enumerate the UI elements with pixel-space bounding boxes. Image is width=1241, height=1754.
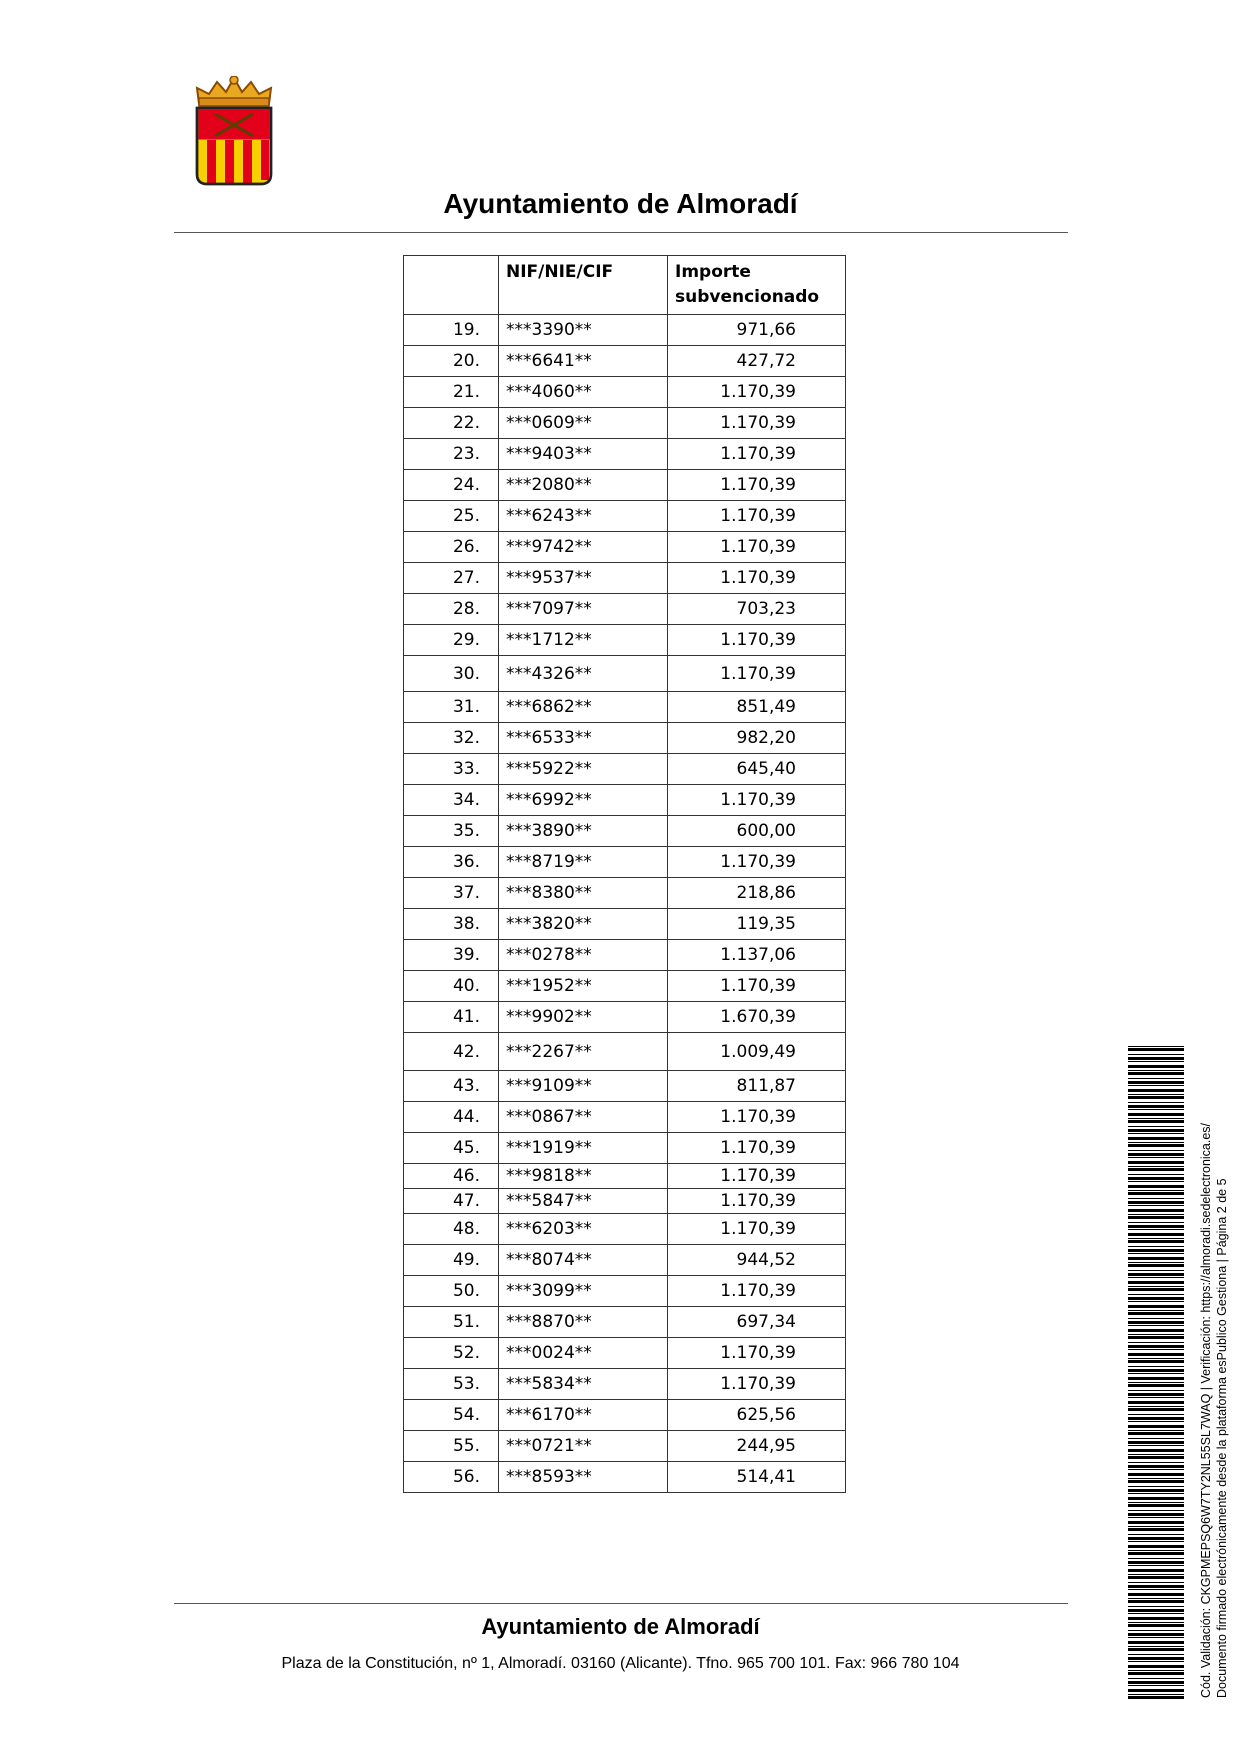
table-row	[404, 878, 846, 909]
table-row	[404, 1307, 846, 1338]
column-header-nif: NIF/NIE/CIF	[499, 256, 668, 315]
table-row	[404, 1133, 846, 1164]
table-row	[404, 470, 846, 501]
row-amount: 1.137,06	[668, 940, 846, 971]
row-nif: ***0721**	[499, 1431, 668, 1462]
row-number: 30.	[404, 656, 499, 692]
row-nif: ***6862**	[499, 692, 668, 723]
table-row	[404, 785, 846, 816]
row-nif: ***5834**	[499, 1369, 668, 1400]
row-amount: 1.170,39	[668, 1189, 846, 1214]
row-number: 55.	[404, 1431, 499, 1462]
row-number: 34.	[404, 785, 499, 816]
table-row	[404, 1245, 846, 1276]
row-number: 53.	[404, 1369, 499, 1400]
row-amount: 1.170,39	[668, 408, 846, 439]
row-amount: 244,95	[668, 1431, 846, 1462]
table-row	[404, 1214, 846, 1245]
row-amount: 1.170,39	[668, 1133, 846, 1164]
table-row	[404, 1189, 846, 1214]
row-nif: ***8870**	[499, 1307, 668, 1338]
row-nif: ***8719**	[499, 847, 668, 878]
row-nif: ***2080**	[499, 470, 668, 501]
row-number: 49.	[404, 1245, 499, 1276]
row-number: 33.	[404, 754, 499, 785]
table-body	[404, 315, 846, 1493]
table-row	[404, 940, 846, 971]
table-row	[404, 723, 846, 754]
footer-title: Ayuntamiento de Almoradí	[481, 1614, 760, 1639]
row-amount: 600,00	[668, 816, 846, 847]
row-nif: ***0867**	[499, 1102, 668, 1133]
row-amount: 1.170,39	[668, 847, 846, 878]
row-amount: 851,49	[668, 692, 846, 723]
table-row	[404, 1164, 846, 1189]
row-amount: 218,86	[668, 878, 846, 909]
row-amount: 1.170,39	[668, 971, 846, 1002]
row-nif: ***9902**	[499, 1002, 668, 1033]
table-row	[404, 625, 846, 656]
table-row	[404, 1276, 846, 1307]
row-amount: 119,35	[668, 909, 846, 940]
table-row	[404, 315, 846, 346]
row-amount: 1.170,39	[668, 439, 846, 470]
row-nif: ***5922**	[499, 754, 668, 785]
row-number: 54.	[404, 1400, 499, 1431]
row-number: 48.	[404, 1214, 499, 1245]
row-amount: 1.170,39	[668, 1369, 846, 1400]
row-number: 52.	[404, 1338, 499, 1369]
row-amount: 1.170,39	[668, 532, 846, 563]
row-nif: ***8380**	[499, 878, 668, 909]
row-amount: 1.170,39	[668, 501, 846, 532]
row-amount: 1.170,39	[668, 625, 846, 656]
table-row	[404, 971, 846, 1002]
table-row	[404, 408, 846, 439]
row-amount: 811,87	[668, 1071, 846, 1102]
row-number: 25.	[404, 501, 499, 532]
row-nif: ***0024**	[499, 1338, 668, 1369]
table-header-row	[404, 256, 846, 315]
table-row	[404, 377, 846, 408]
row-nif: ***1712**	[499, 625, 668, 656]
table-row	[404, 1338, 846, 1369]
row-nif: ***7097**	[499, 594, 668, 625]
row-amount: 1.170,39	[668, 1164, 846, 1189]
table-row	[404, 563, 846, 594]
coat-of-arms-icon	[193, 76, 275, 188]
table-row	[404, 1431, 846, 1462]
row-number: 40.	[404, 971, 499, 1002]
row-amount: 982,20	[668, 723, 846, 754]
row-amount: 1.170,39	[668, 470, 846, 501]
page-title: Ayuntamiento de Almoradí	[443, 188, 798, 219]
row-amount: 703,23	[668, 594, 846, 625]
subsidy-table	[403, 255, 846, 1493]
row-number: 50.	[404, 1276, 499, 1307]
row-number: 38.	[404, 909, 499, 940]
row-amount: 1.170,39	[668, 656, 846, 692]
table-row	[404, 1462, 846, 1493]
table-row	[404, 692, 846, 723]
row-amount: 944,52	[668, 1245, 846, 1276]
row-nif: ***3890**	[499, 816, 668, 847]
row-nif: ***3820**	[499, 909, 668, 940]
table-row	[404, 594, 846, 625]
table-row	[404, 656, 846, 692]
table-row	[404, 439, 846, 470]
table-row	[404, 1102, 846, 1133]
row-number: 41.	[404, 1002, 499, 1033]
row-nif: ***0609**	[499, 408, 668, 439]
row-nif: ***6203**	[499, 1214, 668, 1245]
row-nif: ***6641**	[499, 346, 668, 377]
row-amount: 1.170,39	[668, 785, 846, 816]
row-number: 26.	[404, 532, 499, 563]
row-nif: ***6533**	[499, 723, 668, 754]
row-amount: 971,66	[668, 315, 846, 346]
row-nif: ***9742**	[499, 532, 668, 563]
row-number: 28.	[404, 594, 499, 625]
row-amount: 1.170,39	[668, 563, 846, 594]
row-number: 21.	[404, 377, 499, 408]
table-row	[404, 754, 846, 785]
row-amount: 625,56	[668, 1400, 846, 1431]
row-nif: ***9403**	[499, 439, 668, 470]
row-nif: ***4060**	[499, 377, 668, 408]
row-nif: ***1952**	[499, 971, 668, 1002]
header-divider	[174, 232, 1068, 233]
row-nif: ***3390**	[499, 315, 668, 346]
row-amount: 427,72	[668, 346, 846, 377]
row-amount: 1.170,39	[668, 1338, 846, 1369]
row-nif: ***0278**	[499, 940, 668, 971]
row-number: 27.	[404, 563, 499, 594]
footer-divider	[174, 1603, 1068, 1604]
row-amount: 1.170,39	[668, 377, 846, 408]
row-nif: ***8593**	[499, 1462, 668, 1493]
table-row	[404, 1369, 846, 1400]
row-number: 24.	[404, 470, 499, 501]
column-header-number	[404, 256, 499, 315]
row-number: 47.	[404, 1189, 499, 1214]
table-row	[404, 346, 846, 377]
row-nif: ***9109**	[499, 1071, 668, 1102]
row-number: 56.	[404, 1462, 499, 1493]
row-amount: 514,41	[668, 1462, 846, 1493]
row-nif: ***9818**	[499, 1164, 668, 1189]
row-number: 20.	[404, 346, 499, 377]
table-row	[404, 1400, 846, 1431]
table-row	[404, 816, 846, 847]
row-nif: ***6170**	[499, 1400, 668, 1431]
row-amount: 1.009,49	[668, 1033, 846, 1071]
row-nif: ***9537**	[499, 563, 668, 594]
row-number: 36.	[404, 847, 499, 878]
row-nif: ***1919**	[499, 1133, 668, 1164]
row-nif: ***3099**	[499, 1276, 668, 1307]
row-nif: ***6992**	[499, 785, 668, 816]
row-amount: 697,34	[668, 1307, 846, 1338]
validation-line: Cód. Validación: CKGPMEPSQ6W7TY2NL55SL7WAQ | Verificación: https://almoradi.sedelectronica.es/	[1199, 1122, 1213, 1698]
row-number: 46.	[404, 1164, 499, 1189]
barcode-icon	[1128, 1046, 1184, 1700]
row-number: 19.	[404, 315, 499, 346]
row-number: 22.	[404, 408, 499, 439]
row-nif: ***6243**	[499, 501, 668, 532]
row-number: 42.	[404, 1033, 499, 1071]
row-amount: 645,40	[668, 754, 846, 785]
row-number: 37.	[404, 878, 499, 909]
table-row	[404, 501, 846, 532]
signature-line: Documento firmado electrónicamente desde la plataforma esPublico Gestiona | Página 2 de 5	[1215, 1178, 1229, 1698]
row-number: 32.	[404, 723, 499, 754]
row-number: 29.	[404, 625, 499, 656]
row-number: 31.	[404, 692, 499, 723]
validation-stamp	[1198, 1123, 1230, 1698]
table-row	[404, 532, 846, 563]
row-nif: ***8074**	[499, 1245, 668, 1276]
row-number: 23.	[404, 439, 499, 470]
footer-address: Plaza de la Constitución, nº 1, Almoradí. 03160 (Alicante). Tfno. 965 700 101. Fax: 966 780 104	[281, 1655, 960, 1672]
row-amount: 1.170,39	[668, 1276, 846, 1307]
row-number: 43.	[404, 1071, 499, 1102]
table-row	[404, 1033, 846, 1071]
row-number: 45.	[404, 1133, 499, 1164]
table-row	[404, 1071, 846, 1102]
column-header-amount: Importe subvencionado	[668, 256, 846, 315]
row-nif: ***4326**	[499, 656, 668, 692]
table-row	[404, 847, 846, 878]
row-number: 51.	[404, 1307, 499, 1338]
row-number: 44.	[404, 1102, 499, 1133]
table-row	[404, 1002, 846, 1033]
row-amount: 1.170,39	[668, 1102, 846, 1133]
row-number: 39.	[404, 940, 499, 971]
table-row	[404, 909, 846, 940]
row-number: 35.	[404, 816, 499, 847]
row-nif: ***2267**	[499, 1033, 668, 1071]
row-nif: ***5847**	[499, 1189, 668, 1214]
row-amount: 1.170,39	[668, 1214, 846, 1245]
row-amount: 1.670,39	[668, 1002, 846, 1033]
